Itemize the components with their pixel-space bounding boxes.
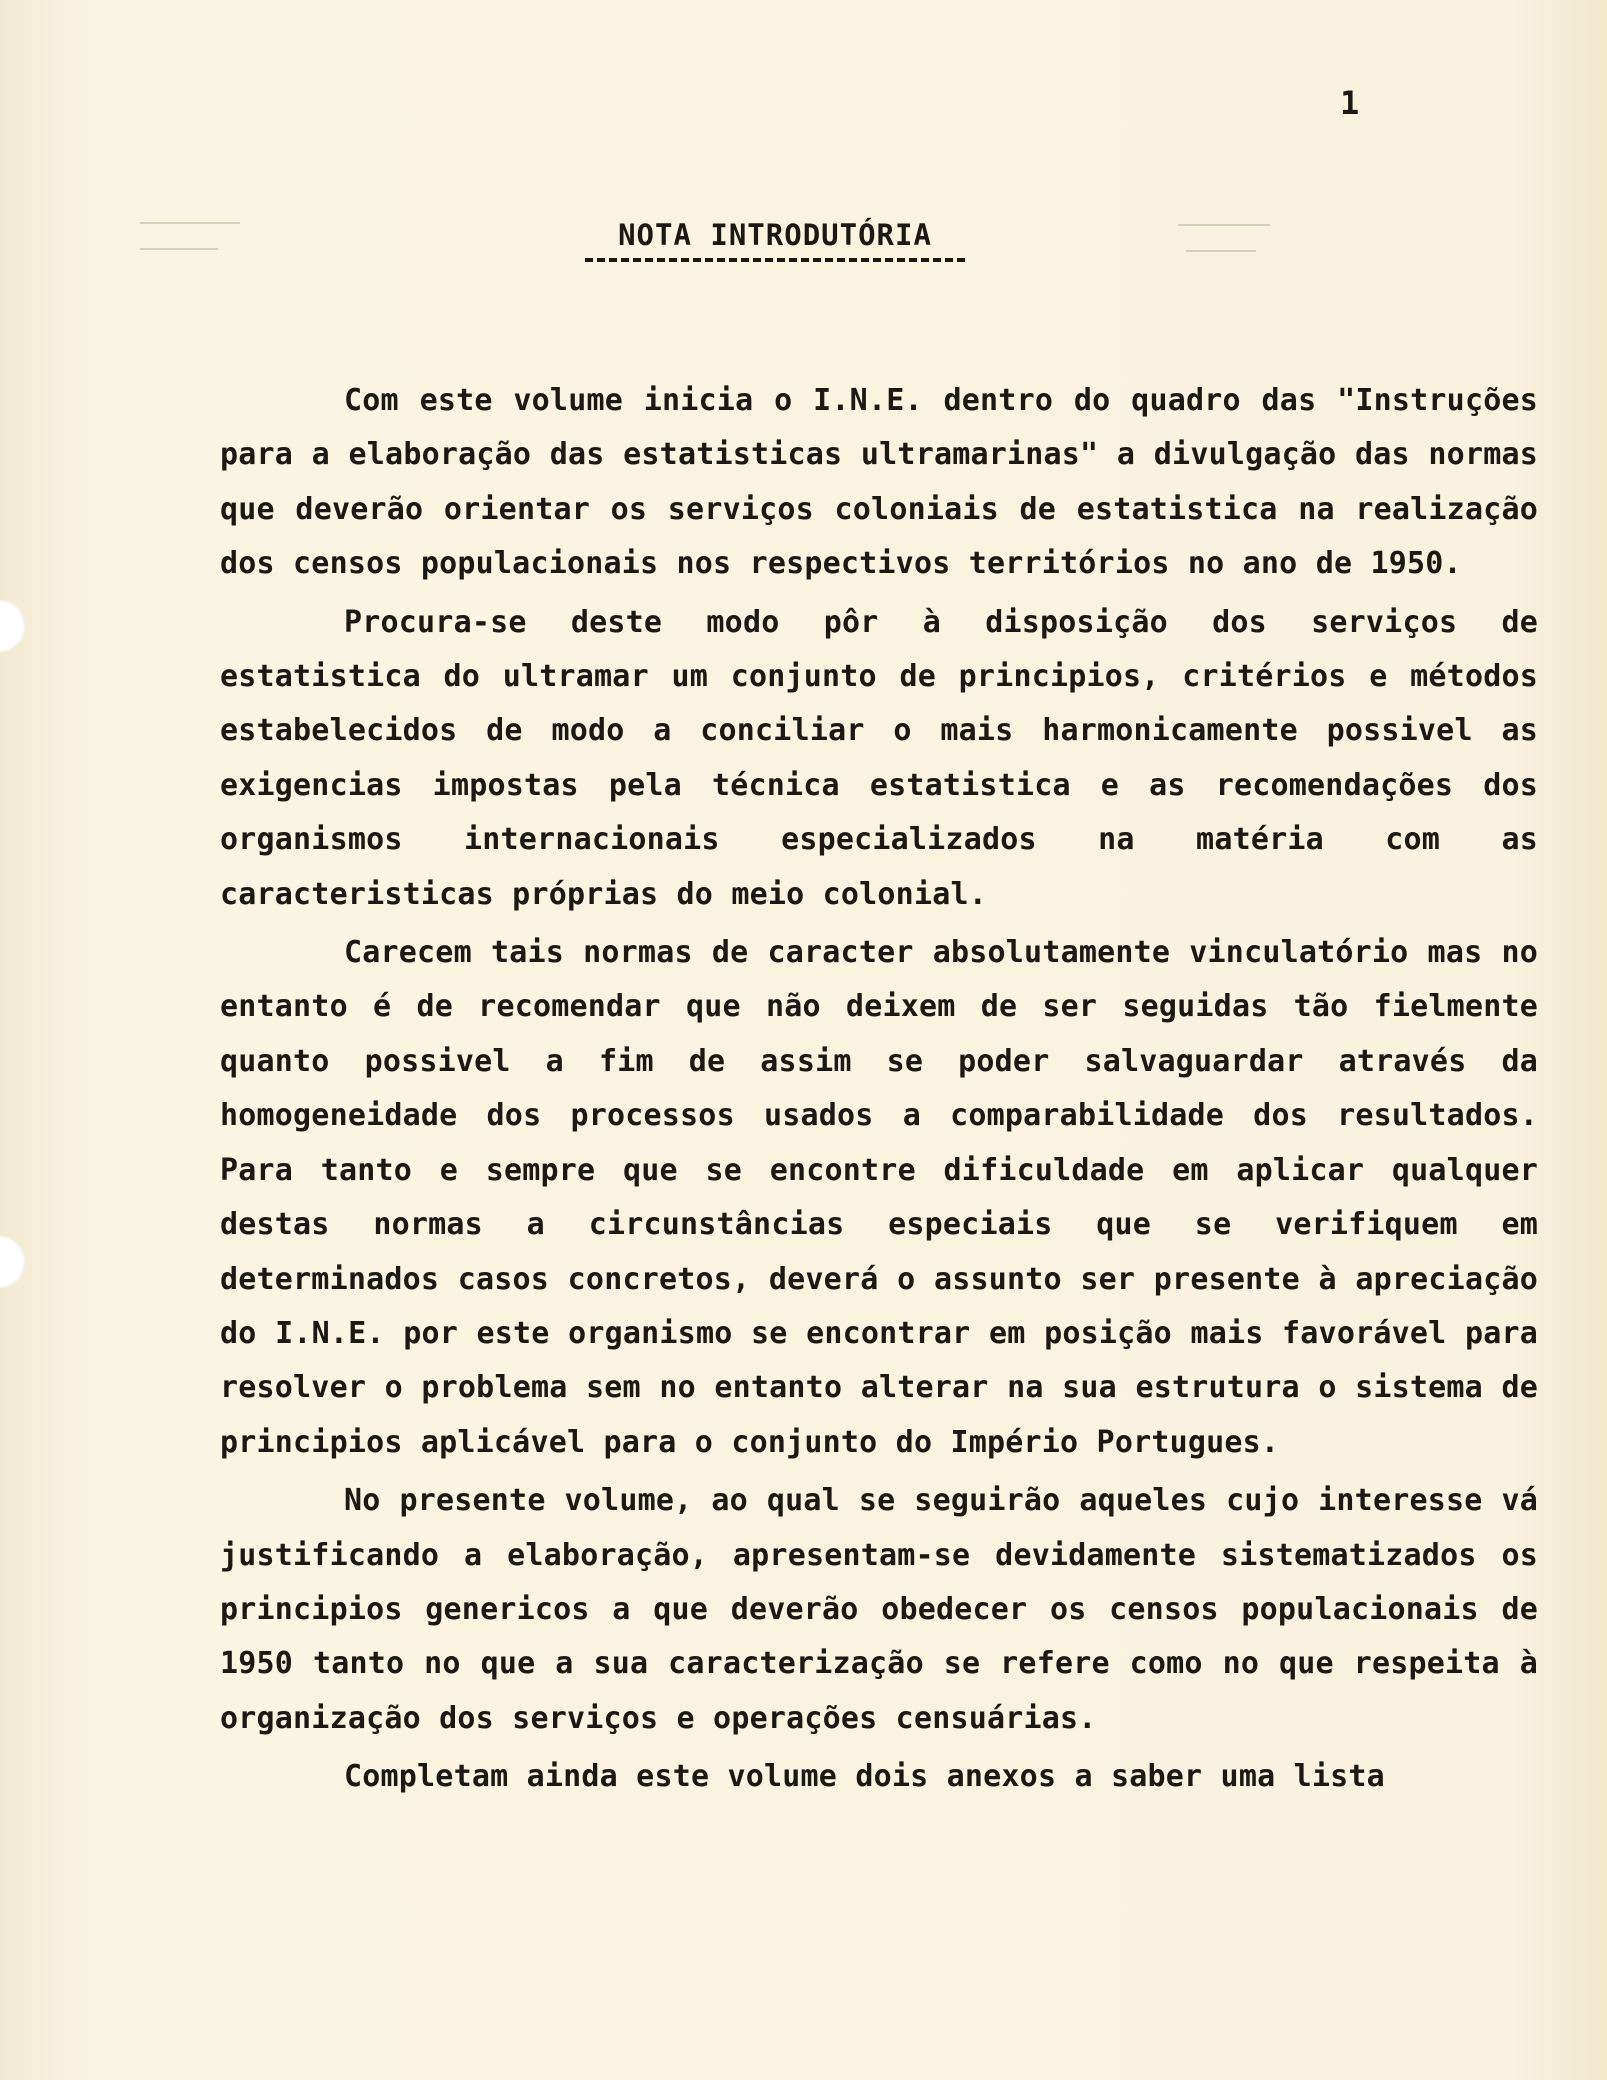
body-text [220, 374, 1538, 1805]
punch-hole [0, 1236, 26, 1288]
title-block [585, 218, 965, 262]
faint-mark [140, 248, 218, 250]
page-title: NOTA INTRODUTÓRIA [618, 218, 932, 252]
title-underline [585, 258, 965, 262]
faint-mark [140, 222, 240, 224]
paragraph: Procura-se deste modo pôr à disposição dos serviços de estatistica do ultramar um conjunto de principios, critérios e métodos estabelecidos de modo a conciliar o mais harmonicamente possivel as exigencias impostas pela técnica estatistica e as recomendações dos organismos internacionais especializados na matéria com as caracteristicas próprias do meio colonial. [220, 604, 1538, 912]
paragraph: Carecem tais normas de caracter absolutamente vinculatório mas no entanto é de recomendar que não deixem de ser seguidas tão fielmente quanto possivel a fim de assim se poder salvaguardar através da homogeneidade dos processos usados a comparabilidade dos resultados. Para tanto e sempre que se encontre dificuldade em aplicar qualquer destas normas a circunstâncias especiais que se verifiquem em determinados casos concretos, deverá o assunto ser presente à apreciação do I.N.E. por este organismo se encontrar em posição mais favorável para resolver o problema sem no entanto alterar na sua estrutura o sistema de principios aplicável para o conjunto do Império Portugues. [220, 935, 1538, 1460]
faint-mark [1186, 250, 1256, 252]
paragraph: No presente volume, ao qual se seguirão aqueles cujo interesse vá justificando a elaboração, apresentam-se devidamente sistematizados os principios genericos a que deverão obedecer os censos populacionais de 1950 tanto no que a sua caracterização se refere como no que respeita à organização dos serviços e operações censuárias. [220, 1483, 1538, 1736]
faint-mark [1178, 224, 1270, 226]
paragraph: Completam ainda este volume dois anexos a saber uma lista [344, 1759, 1385, 1795]
punch-hole [0, 600, 26, 652]
page-number: 1 [1340, 84, 1360, 122]
paragraph: Com este volume inicia o I.N.E. dentro do quadro das "Instruções para a elaboração das estatisticas ultramarinas" a divulgação das normas que deverão orientar os serviços coloniais de estatistica na realização dos censos populacionais nos respectivos territórios no ano de 1950. [220, 383, 1538, 582]
